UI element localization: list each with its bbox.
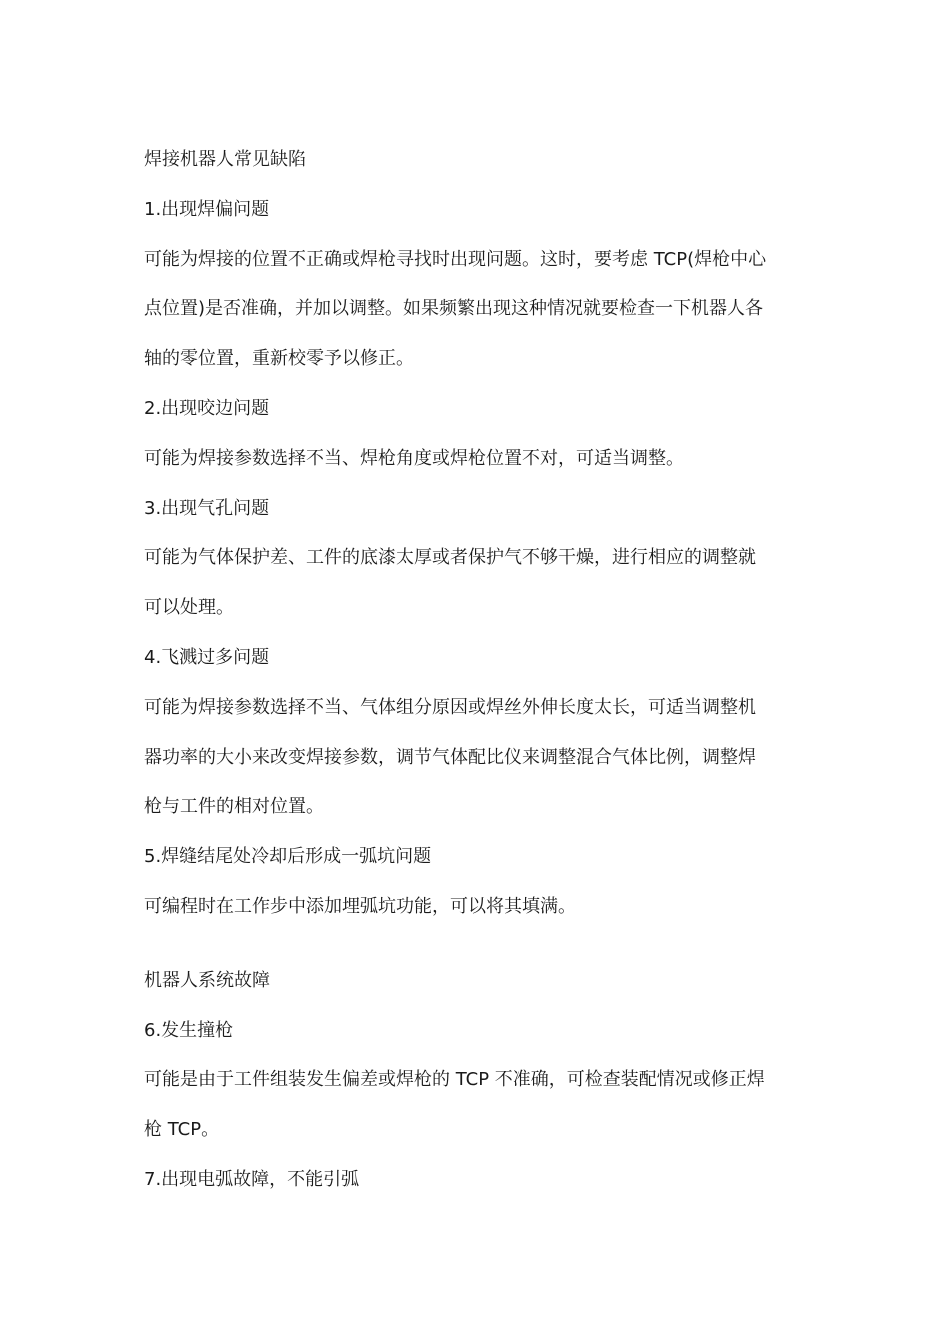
item-heading-7: 7.出现电弧故障，不能引弧 bbox=[144, 1168, 360, 1190]
item-heading-3: 3.出现气孔问题 bbox=[144, 497, 270, 519]
item-heading-6: 6.发生撞枪 bbox=[144, 1019, 234, 1041]
item-text-1-line-3: 轴的零位置，重新校零予以修正。 bbox=[144, 348, 414, 370]
document-body bbox=[144, 135, 814, 1205]
item-text-4-line-2: 器功率的大小来改变焊接参数，调节气体配比仪来调整混合气体比例，调整焊 bbox=[144, 746, 756, 768]
item-text-4-line-3: 枪与工件的相对位置。 bbox=[144, 796, 324, 818]
item-text-1-line-1: 可能为焊接的位置不正确或焊枪寻找时出现问题。这时，要考虑 TCP(焊枪中心 bbox=[144, 248, 767, 270]
section-title-defects: 焊接机器人常见缺陷 bbox=[144, 149, 306, 170]
item-heading-1: 1.出现焊偏问题 bbox=[144, 198, 270, 220]
item-heading-4: 4.飞溅过多问题 bbox=[144, 646, 270, 668]
item-text-1-line-2: 点位置)是否准确，并加以调整。如果频繁出现这种情况就要检查一下机器人各 bbox=[144, 298, 764, 320]
item-text-5-line-1: 可编程时在工作步中添加埋弧坑功能，可以将其填满。 bbox=[144, 895, 576, 917]
section-gap bbox=[144, 932, 814, 956]
item-text-6-line-2: 枪 TCP。 bbox=[144, 1119, 220, 1141]
item-heading-5: 5.焊缝结尾处冷却后形成一弧坑问题 bbox=[144, 846, 432, 868]
item-text-3-line-2: 可以处理。 bbox=[144, 597, 234, 619]
item-text-4-line-1: 可能为焊接参数选择不当、气体组分原因或焊丝外伸长度太长，可适当调整机 bbox=[144, 696, 756, 718]
section-title-system-faults: 机器人系统故障 bbox=[144, 969, 270, 991]
item-text-6-line-1: 可能是由于工件组装发生偏差或焊枪的 TCP 不准确，可检查装配情况或修正焊 bbox=[144, 1069, 765, 1091]
item-text-3-line-1: 可能为气体保护差、工件的底漆太厚或者保护气不够干燥，进行相应的调整就 bbox=[144, 547, 756, 569]
item-heading-2: 2.出现咬边问题 bbox=[144, 397, 270, 419]
item-text-2-line-1: 可能为焊接参数选择不当、焊枪角度或焊枪位置不对，可适当调整。 bbox=[144, 447, 684, 469]
